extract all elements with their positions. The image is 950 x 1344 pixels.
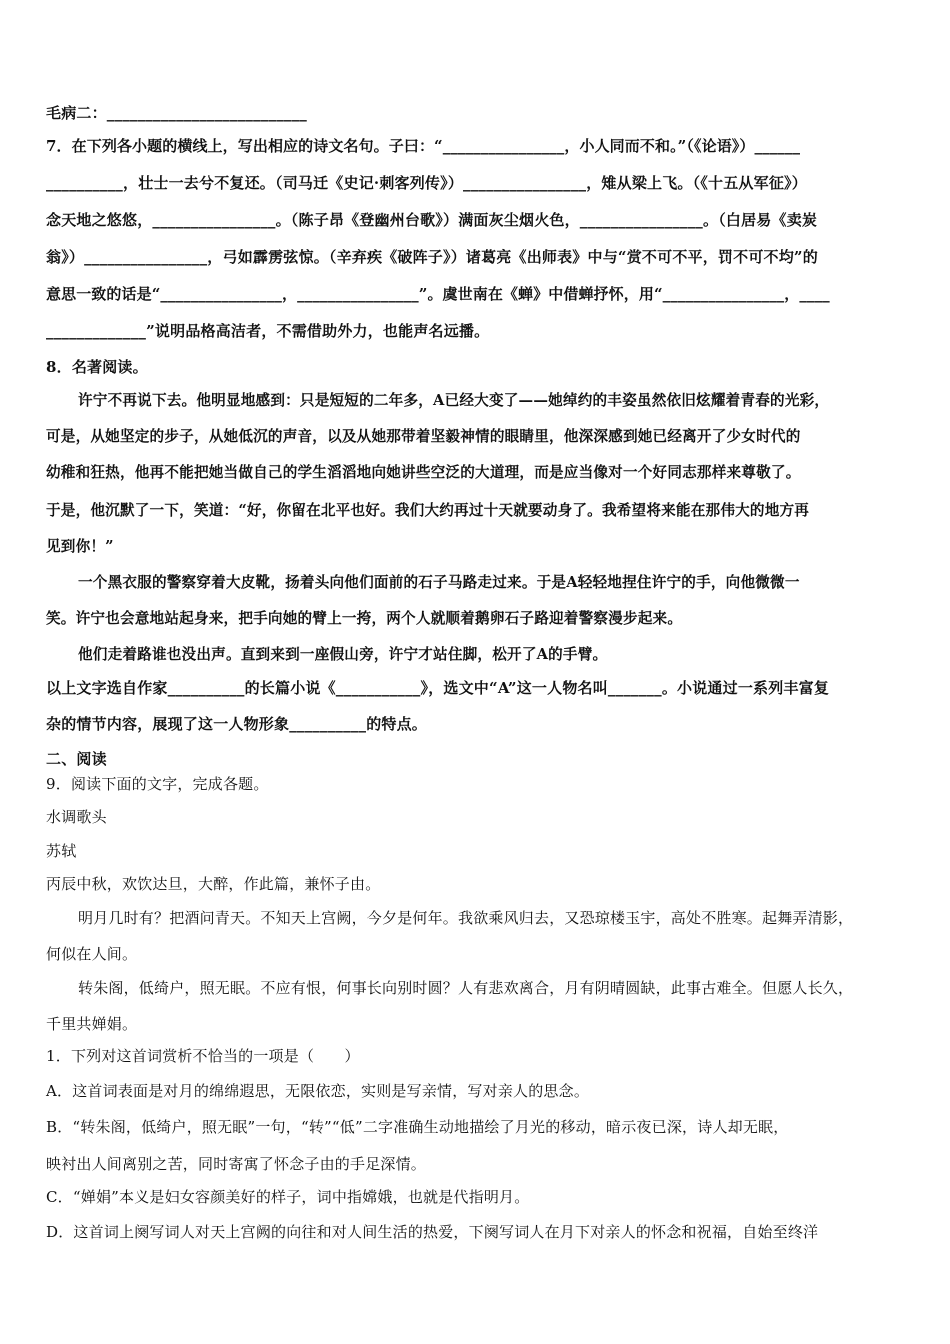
question-7-line-3: 念天地之悠悠，________________。（陈子昂《登幽州台歌》）满面灰尘烟火色，________________。（白居易《卖炭 [46, 211, 818, 229]
option-b-line-2: 映衬出人间离别之苦，同时寄寓了怀念子由的手足深情。 [46, 1155, 427, 1173]
subquestion-1-stem: 1．下列对这首词赏析不恰当的一项是（ ） [46, 1047, 360, 1065]
question-8-prompt-line-2: 杂的情节内容，展现了这一人物形象__________的特点。 [46, 715, 428, 733]
option-a: A．这首词表面是对月的绵绵遐思，无限依恋，实则是写亲情，写对亲人的思念。 [46, 1082, 590, 1100]
question-8-heading: 8．名著阅读。 [46, 358, 148, 376]
question-7-line-4: 翁》）________________，弓如霹雳弦惊。（辛弃疾《破阵子》）诸葛亮《出师表》中与“赏不可不平，罚不可不均”的 [46, 248, 818, 266]
question-8-prompt-line-1: 以上文字选自作家__________的长篇小说《___________》，选文中“A”这一人物名叫_______。小说通过一系列丰富复 [46, 679, 830, 697]
excerpt-para-3: 他们走着路谁也没出声。直到来到一座假山旁，许宁才站住脚，松开了A的手臂。 [78, 646, 608, 663]
poem-author: 苏轼 [46, 842, 77, 860]
option-b-line-1: B．“转朱阁，低绮户，照无眠”一句，“转”“低”二字准确生动地描绘了月光的移动，暗示夜已深，诗人却无眠， [46, 1118, 789, 1136]
excerpt-para-1-line-2: 可是，从她坚定的步子，从她低沉的声音，以及从她那带着坚毅神情的眼睛里，他深深感到她已经离开了少女时代的 [46, 428, 801, 445]
question-7-line-5: 意思一致的话是“________________，________________”。虞世南在《蝉》中借蝉抒怀，用“________________，____ [46, 285, 830, 303]
poem-stanza-1-line-2: 何似在人间。 [46, 945, 138, 963]
excerpt-para-1-line-1: 许宁不再说下去。他明显地感到：只是短短的二年多，A已经大变了——她绰约的丰姿虽然依旧炫耀着青春的光彩， [78, 392, 830, 409]
question-7-line-1: 7．在下列各小题的横线上，写出相应的诗文名句。子曰：“________________，小人同而不和。”（《论语》）______ [46, 137, 801, 155]
excerpt-para-1-line-4: 于是，他沉默了一下，笑道：“好，你留在北平也好。我们大约再过十天就要动身了。我希望将来能在那伟大的地方再 [46, 502, 810, 519]
question-7-line-6: _____________”说明品格高洁者，不需借助外力，也能声名远播。 [46, 322, 490, 340]
option-c: C．“婵娟”本义是妇女容颜美好的样子，词中指嫦娥，也就是代指明月。 [46, 1188, 530, 1206]
excerpt-para-1-line-3: 幼稚和狂热，他再不能把她当做自己的学生滔滔地向她讲些空泛的大道理，而是应当像对一个好同志那样来尊敬了。 [46, 464, 801, 481]
section-heading-reading: 二、阅读 [46, 750, 107, 768]
poem-stanza-2-line-2: 千里共婵娟。 [46, 1015, 138, 1033]
poem-stanza-1-line-1: 明月几时有？把酒问青天。不知天上宫阙，今夕是何年。我欲乘风归去，又恐琼楼玉宇，高处不胜寒。起舞弄清影， [78, 909, 854, 927]
option-d-line-1: D．这首词上阕写词人对天上宫阙的向往和对人间生活的热爱，下阕写词人在月下对亲人的怀念和祝福，自始至终洋 [46, 1223, 819, 1241]
excerpt-para-2-line-1: 一个黑衣服的警察穿着大皮靴，扬着头向他们面前的石子马路走过来。于是A轻轻地捏住许宁的手，向他微微一 [78, 574, 800, 591]
question-9-heading: 9．阅读下面的文字，完成各题。 [46, 775, 269, 793]
excerpt-para-1-line-5: 见到你！” [46, 538, 114, 555]
error-two-line: 毛病二：__________________________ [46, 104, 308, 122]
poem-title: 水调歌头 [46, 808, 107, 826]
excerpt-para-2-line-2: 笑。许宁也会意地站起身来，把手向她的臂上一挎，两个人就顺着鹅卵石子路迎着警察漫步起来。 [46, 610, 683, 627]
question-7-line-2: __________，壮士一去兮不复还。（司马迁《史记·刺客列传》）________________，雉从梁上飞。（《十五从军征》） [46, 174, 807, 192]
poem-preface: 丙辰中秋，欢饮达旦，大醉，作此篇，兼怀子由。 [46, 875, 381, 893]
poem-stanza-2-line-1: 转朱阁，低绮户，照无眠。不应有恨，何事长向别时圆？人有悲欢离合，月有阴晴圆缺，此事古难全。但愿人长久， [78, 979, 854, 997]
